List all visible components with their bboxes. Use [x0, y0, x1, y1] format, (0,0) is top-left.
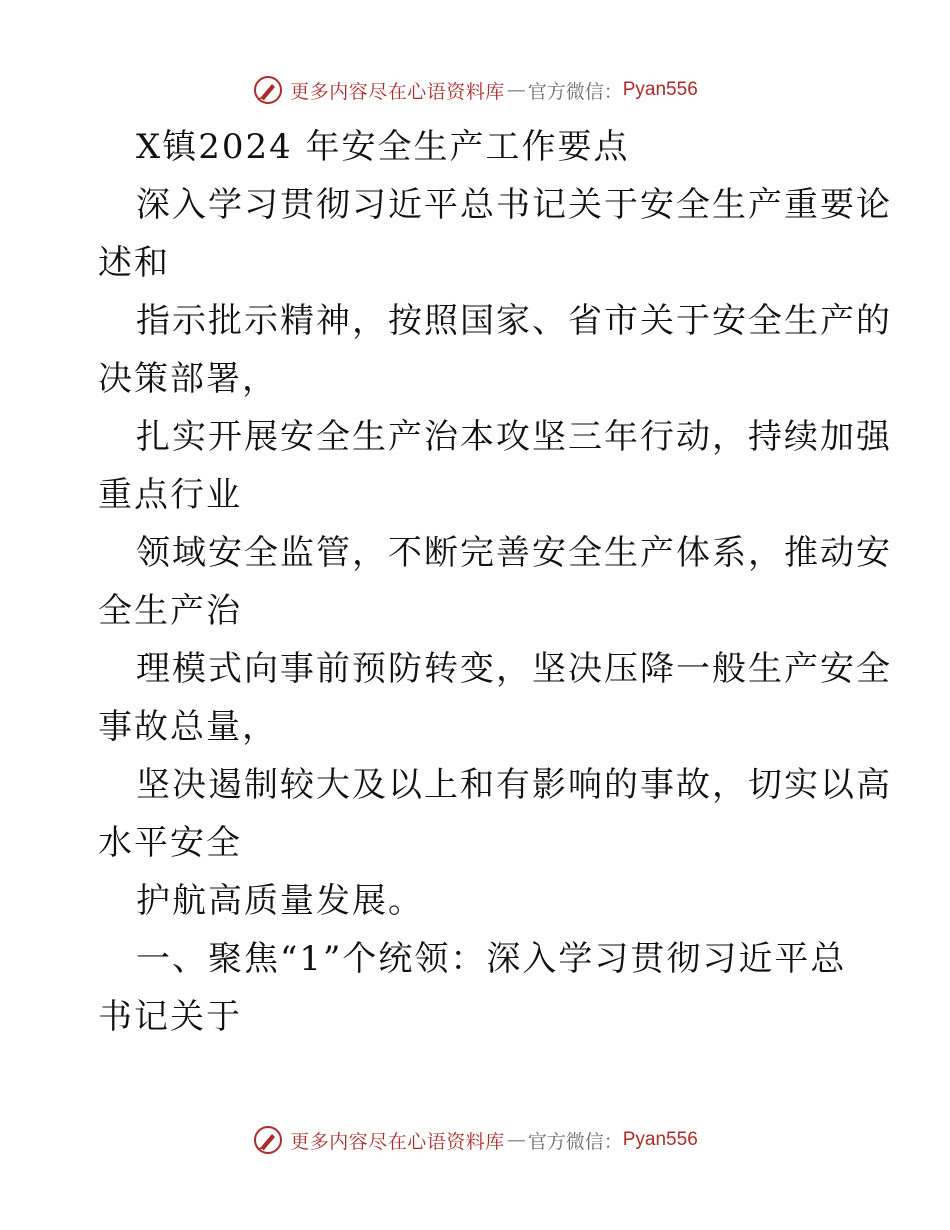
pen-circle-logo-icon: [252, 1124, 284, 1156]
document-line: 一、聚焦“1”个统领：深入学习贯彻习近平总: [136, 939, 847, 979]
watermark-footer: [0, 1120, 950, 1160]
document-line: 决策部署，: [98, 359, 278, 399]
document-body: [98, 118, 892, 1046]
watermark-official-label: 官方微信：: [527, 1130, 623, 1153]
document-line: 重点行业: [98, 475, 242, 515]
watermark-header: [0, 70, 950, 110]
document-line: 水平安全: [98, 823, 242, 863]
document-line: 书记关于: [98, 997, 242, 1037]
document-line: 述和: [98, 243, 170, 283]
document-line: 坚决遏制较大及以上和有影响的事故，切实以高: [136, 765, 892, 805]
watermark-wechat-id: Pyan556: [622, 1129, 698, 1150]
watermark-brand: 更多内容尽在心语资料库: [290, 1130, 505, 1153]
document-line: 扎实开展安全生产治本攻坚三年行动，持续加强: [136, 417, 892, 457]
document-line: 指示批示精神，按照国家、省市关于安全生产的: [136, 301, 892, 341]
watermark-brand: 更多内容尽在心语资料库: [290, 80, 505, 103]
watermark-official-label: 官方微信：: [527, 80, 623, 103]
document-line: 理模式向事前预防转变，坚决压降一般生产安全: [136, 649, 892, 689]
watermark-separator: —: [506, 79, 526, 101]
watermark-separator: —: [506, 1129, 526, 1151]
watermark-wechat-id: Pyan556: [622, 79, 698, 100]
document-title: X镇2024 年安全生产工作要点: [136, 127, 630, 167]
document-line: 事故总量，: [98, 707, 278, 747]
document-line: 领域安全监管，不断完善安全生产体系，推动安: [136, 533, 892, 573]
document-line: 深入学习贯彻习近平总书记关于安全生产重要论: [136, 185, 892, 225]
pen-circle-logo-icon: [252, 74, 284, 106]
document-line: 全生产治: [98, 591, 242, 631]
document-line: 护航高质量发展。: [136, 881, 424, 921]
